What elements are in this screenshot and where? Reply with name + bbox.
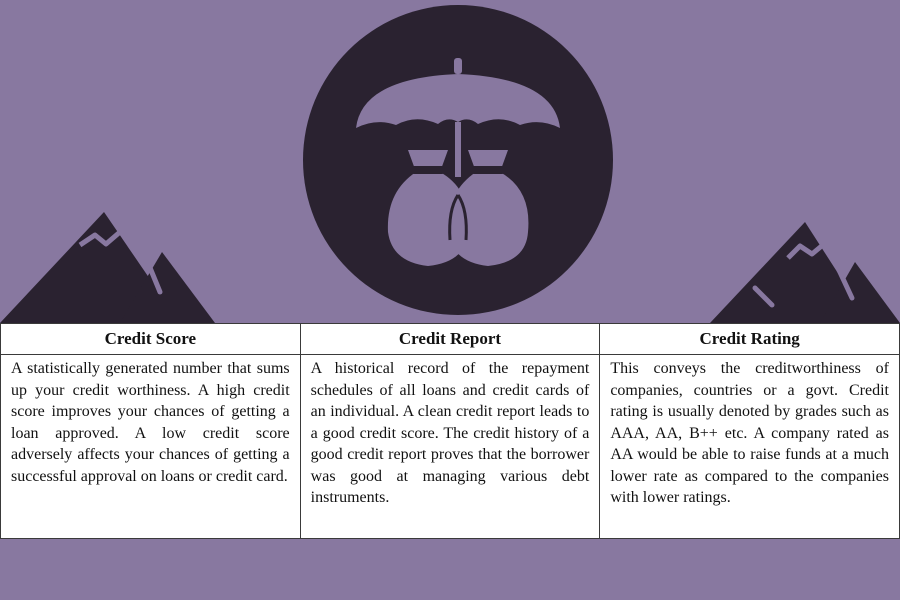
umbrella-money-bags-icon [303, 5, 613, 315]
right-mountain-icon [710, 222, 900, 323]
header-credit-rating: Credit Rating [600, 324, 900, 355]
credit-comparison-table [0, 323, 900, 539]
left-mountain-icon [0, 212, 215, 323]
credit-report-description: A historical record of the repayment schedules of all loans and credit cards of an individual. A clean credit report leads to a good credit score. The credit history of a good credit report proves that the borrower was good at managing various debt instruments. [300, 355, 600, 539]
credit-rating-description: This conveys the creditworthiness of companies, countries or a govt. Credit rating is usually denoted by grades such as AAA, AA, B++ etc. A company rated as AA would be able to raise funds at a much lower rate as compared to the companies with lower ratings. [600, 355, 900, 539]
header-credit-score: Credit Score [1, 324, 301, 355]
table-row [1, 355, 900, 539]
credit-score-description: A statistically generated number that sums up your credit worthiness. A high credit score improves your chances of getting a loan approved. A low credit score adversely affects your chances of getting a successful approval on loans or credit card. [1, 355, 301, 539]
header-credit-report: Credit Report [300, 324, 600, 355]
table-header-row [1, 324, 900, 355]
